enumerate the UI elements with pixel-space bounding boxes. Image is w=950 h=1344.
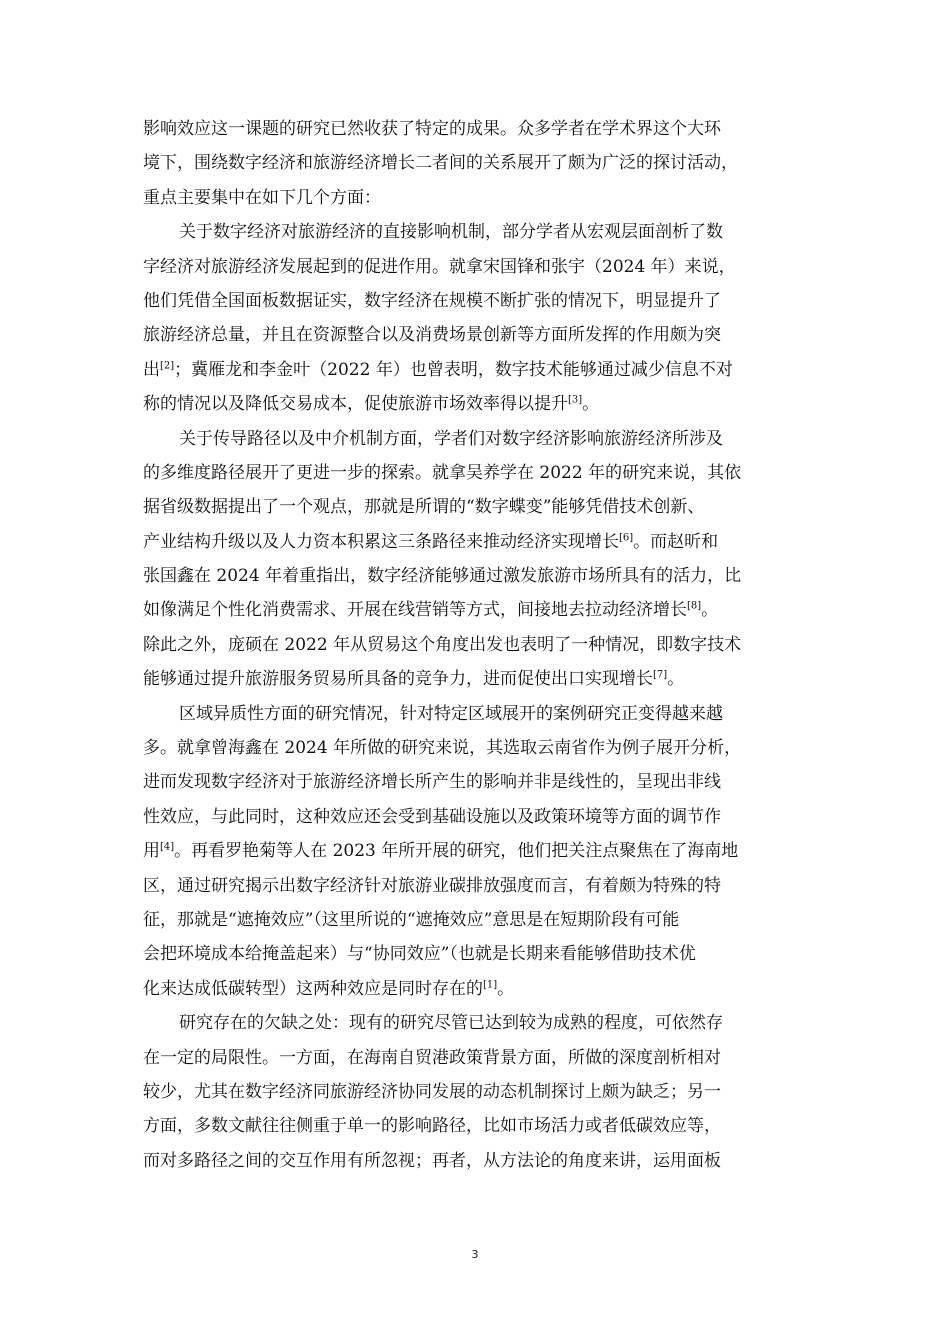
text-line: 会把环境成本给掩盖起来）与“协同效应”（也就是长期来看能够借助技术优 (143, 944, 696, 965)
text-line: 影响效应这一课题的研究已然收获了特定的成果。众多学者在学术界这个大环 (143, 119, 721, 139)
text-line: 性效应，与此同时，这种效应还会受到基础设施以及政策环境等方面的调节作 (143, 806, 721, 827)
text-line: 关于数字经济对旅游经济的直接影响机制，部分学者从宏观层面剖析了数 (179, 222, 723, 243)
citation-6[interactable]: [6] (619, 532, 634, 544)
text-segment: 。再看罗艳菊等人在 2023 年所开展的研究，他们把关注点聚焦在了海南地 (174, 841, 739, 862)
citation-1[interactable]: [1] (483, 979, 498, 991)
text-segment: ；冀雁龙和李金叶（2022 年）也曾表明，数字技术能够通过减少信息不对 (174, 359, 733, 380)
text-segment: 能够通过提升旅游服务贸易所具备的竞争力，进而促使出口实现增长 (143, 669, 653, 690)
text-segment: 如像满足个性化消费需求、开展在线营销等方式，间接地去拉动经济增长 (143, 600, 687, 621)
paragraph-4 (143, 697, 807, 1007)
text-line: 征，那就是“遮掩效应”（这里所说的“遮掩效应”意思是在短期阶段有可能 (143, 909, 680, 930)
text-line: 旅游经济总量，并且在资源整合以及消费场景创新等方面所发挥的作用颇为突 (143, 325, 721, 346)
text-segment: 出 (143, 359, 160, 380)
text-line (143, 972, 807, 1006)
text-line: 境下，围绕数字经济和旅游经济增长二者间的关系展开了颇为广泛的探讨活动， (143, 153, 738, 174)
text-segment: 。 (497, 978, 515, 999)
paragraph-2 (143, 215, 807, 421)
text-line: 据省级数据提出了一个观点，那就是所谓的“数字蝶变”能够凭借技术创新、 (143, 497, 705, 518)
text-line: 方面，多数文献往往侧重于单一的影响路径，比如市场活力或者低碳效应等， (143, 1116, 721, 1137)
paragraph-1 (143, 112, 807, 215)
text-segment: 。 (582, 394, 600, 415)
text-line: 重点主要集中在如下几个方面： (143, 187, 381, 208)
text-line: 区域异质性方面的研究情况，针对特定区域展开的案例研究正变得越来越 (179, 703, 723, 724)
text-line: 研究存在的欠缺之处：现有的研究尽管已达到较为成熟的程度，可依然存 (179, 1013, 723, 1034)
text-segment: 。 (701, 600, 719, 621)
text-line: 进而发现数字经济对于旅游经济增长所产生的影响并非是线性的，呈现出非线 (143, 772, 721, 793)
citation-3[interactable]: [3] (568, 394, 583, 406)
text-line: 除此之外，庞硕在 2022 年从贸易这个角度出发也表明了一种情况，即数字技术 (143, 634, 742, 655)
citation-8[interactable]: [8] (687, 600, 702, 612)
text-segment: 化来达成低碳转型）这两种效应是同时存在的 (143, 978, 483, 999)
text-line: 在一定的局限性。一方面，在海南自贸港政策背景方面，所做的深度剖析相对 (143, 1047, 721, 1068)
document-body (143, 112, 807, 1178)
text-segment: 产业结构升级以及人力资本积累这三条路径来推动经济实现增长 (143, 531, 619, 552)
text-segment: 称的情况以及降低交易成本，促使旅游市场效率得以提升 (143, 394, 568, 415)
text-line: 张国鑫在 2024 年着重指出，数字经济能够通过激发旅游市场所具有的活力，比 (143, 566, 742, 587)
text-line: 他们凭借全国面板数据证实，数字经济在规模不断扩张的情况下，明显提升了 (143, 290, 721, 311)
text-line: 关于传导路径以及中介机制方面，学者们对数字经济影响旅游经济所涉及 (179, 428, 723, 449)
text-line (143, 525, 807, 559)
text-line (143, 593, 807, 627)
paragraph-3 (143, 422, 807, 697)
text-line: 字经济对旅游经济发展起到的促进作用。就拿宋国锋和张宇（2024 年）来说， (143, 256, 736, 277)
text-line (143, 353, 807, 387)
text-line (143, 662, 807, 696)
text-segment: 用 (143, 841, 160, 862)
text-line (143, 387, 807, 421)
text-segment: 。 (667, 669, 685, 690)
text-line: 而对多路径之间的交互作用有所忽视；再者，从方法论的角度来讲，运用面板 (143, 1150, 721, 1171)
text-line: 区，通过研究揭示出数字经济针对旅游业碳排放强度而言，有着颇为特殊的特 (143, 875, 721, 896)
citation-4[interactable]: [4] (160, 841, 175, 853)
citation-2[interactable]: [2] (160, 360, 175, 372)
text-line: 的多维度路径展开了更进一步的探索。就拿吴养学在 2022 年的研究来说，其依 (143, 462, 742, 483)
text-line (143, 834, 807, 868)
citation-7[interactable]: [7] (653, 669, 668, 681)
text-line: 多。就拿曾海鑫在 2024 年所做的研究来说，其选取云南省作为例子展开分析， (143, 738, 742, 759)
text-segment: 。而赵昕和 (633, 531, 719, 552)
page-number: 3 (471, 1248, 479, 1261)
text-line: 较少，尤其在数字经济同旅游经济协同发展的动态机制探讨上颇为缺乏；另一 (143, 1081, 721, 1102)
paragraph-5 (143, 1006, 807, 1178)
